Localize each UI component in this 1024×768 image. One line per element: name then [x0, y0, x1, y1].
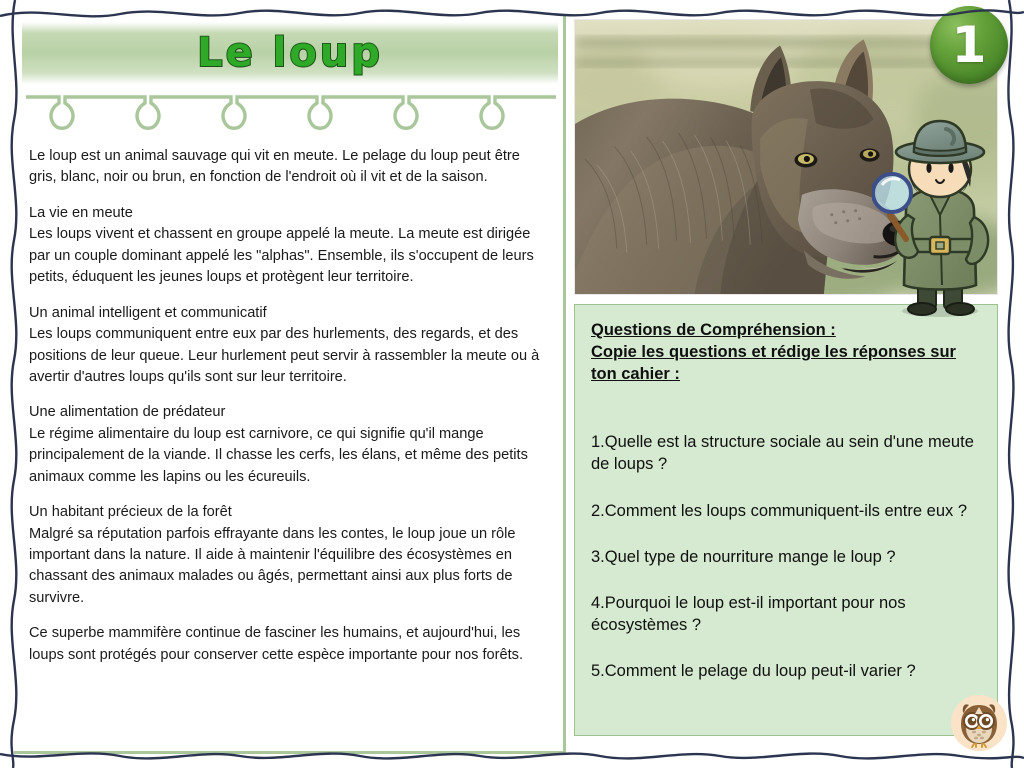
lesson-number-value: 1: [951, 16, 987, 74]
lesson-subheading: La vie en meute: [29, 204, 133, 221]
lesson-paragraph-text: Le loup est un animal sauvage qui vit en meute. Le pelage du loup peut être gris, blanc, noir ou brun, en fonction de l'endroit où il vit et de la saison.: [29, 148, 520, 186]
lesson-number-badge: [930, 6, 1008, 84]
lesson-paragraph: [29, 402, 551, 488]
lesson-paragraph-text: Les loups communiquent entre eux par des hurlements, des regards, et des positions de leur queue. Leur hurlement peut servir à rassembler la meute ou à avertir d'autres loups qu'ils sont sur leur territoire.: [29, 326, 540, 385]
lesson-paragraph: [29, 623, 551, 666]
lesson-body-text: [29, 146, 551, 666]
owl-logo-icon: [950, 694, 1008, 752]
question-item: 2.Comment les loups communiquent-ils entre eux ?: [591, 501, 968, 520]
question-item: 4.Pourquoi le loup est-il important pour nos écosystèmes ?: [591, 593, 906, 634]
lesson-text-panel: [14, 14, 566, 754]
lesson-paragraph-text: Ce superbe mammifère continue de fasciner les humains, et aujourd'hui, les loups sont protégés pour conserver cette espèce importante pour nos forêts.: [29, 625, 524, 663]
lesson-paragraph: [29, 303, 551, 389]
page-title: Le loup: [197, 30, 383, 76]
lesson-paragraph: [29, 502, 551, 609]
spiral-binding-decoration: [26, 94, 556, 136]
lesson-subheading: Un animal intelligent et communicatif: [29, 304, 267, 321]
lesson-subheading: Une alimentation de prédateur: [29, 404, 226, 421]
lesson-subheading: Un habitant précieux de la forêt: [29, 504, 232, 521]
right-column: [572, 14, 1012, 756]
questions-list: [591, 431, 983, 682]
lesson-paragraph: [29, 203, 551, 289]
comprehension-questions-panel: [574, 304, 998, 736]
question-item: 1.Quelle est la structure sociale au sein d'une meute de loups ?: [591, 433, 974, 474]
questions-heading-line2: Copie les questions et rédige les réponses sur ton cahier :: [591, 343, 956, 384]
lesson-paragraph-text: Les loups vivent et chassent en groupe appelé la meute. La meute est dirigée par un couple dominant appelé les "alphas". Ensemble, ils s'occupent de leurs petits, éduquent les jeunes loups et protègent leur territoire.: [29, 226, 534, 286]
question-item: 5.Comment le pelage du loup peut-il varier ?: [591, 661, 916, 680]
lesson-paragraph-text: Malgré sa réputation parfois effrayante dans les contes, le loup joue un rôle important dans la nature. Il aide à maintenir l'équilibre des écosystèmes en chassant des animaux malades ou âgés, permettant ainsi aux plus forts de survivre.: [29, 525, 516, 606]
detective-character-icon: [872, 119, 1008, 319]
question-item: 3.Quel type de nourriture mange le loup ?: [591, 547, 896, 566]
questions-heading-line1: Questions de Compréhension :: [591, 321, 836, 339]
lesson-paragraph: [29, 146, 551, 189]
title-banner: [22, 22, 558, 84]
lesson-paragraph-text: Le régime alimentaire du loup est carnivore, ce qui signifie qu'il mange principalement de la viande. Il chasse les cerfs, les élans, et même des petits animaux comme les lapins ou les écureuils.: [29, 425, 528, 485]
